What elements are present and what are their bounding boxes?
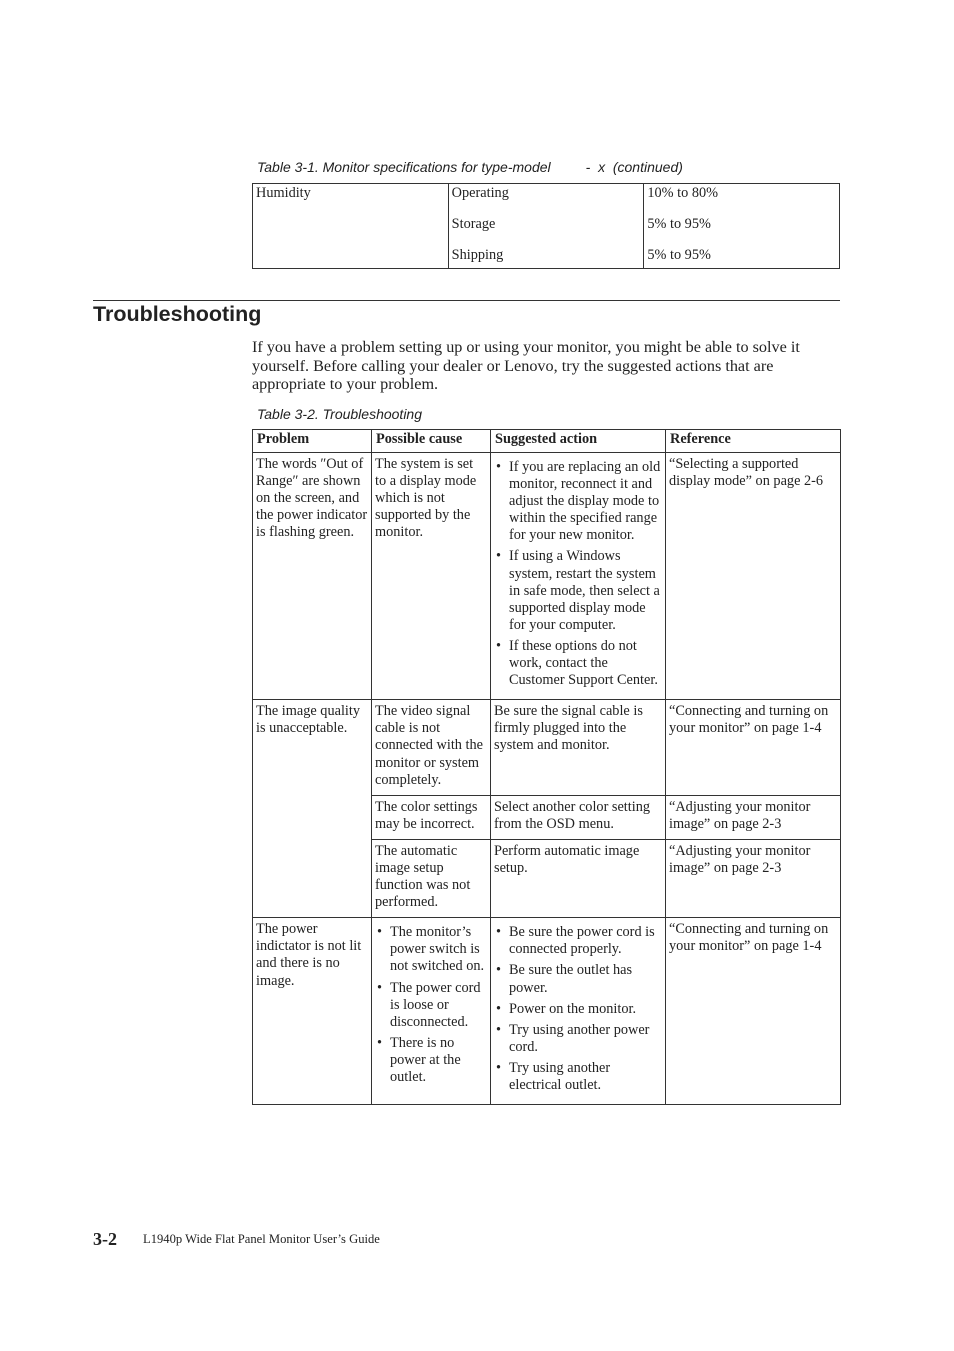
spec-condition: Shipping xyxy=(451,247,504,263)
table-header-row xyxy=(253,430,841,453)
trouble-table-caption: Table 3-2. Troubleshooting xyxy=(257,406,422,422)
cause-cell: The system is set to a display mode which is not supported by the monitor. xyxy=(372,453,491,700)
list-item: • The power cord is loose or disconnected. xyxy=(390,980,487,1031)
list-item: • The monitor’s power switch is not switched on. xyxy=(390,924,487,975)
action-list xyxy=(494,924,662,1094)
action-cell: Select another color setting from the OSD menu. xyxy=(491,795,666,839)
cause-cell xyxy=(372,918,491,1105)
list-item: • There is no power at the outlet. xyxy=(390,1035,487,1086)
column-header: Suggested action xyxy=(491,430,666,453)
column-header: Reference xyxy=(666,430,841,453)
list-item: • Power on the monitor. xyxy=(509,1001,662,1018)
cause-list xyxy=(375,924,487,1086)
spec-values xyxy=(644,184,840,269)
section-rule xyxy=(93,300,840,301)
list-item: • Try using another electrical outlet. xyxy=(509,1060,662,1094)
spec-conditions xyxy=(448,184,644,269)
table-row xyxy=(253,700,841,795)
list-item: • If you are replacing an old monitor, reconnect it and adjust the display mode to within the specified range for your new monitor. xyxy=(509,459,662,544)
problem-cell: The words ″Out of Range″ are shown on the screen, and the power indicator is flashing green. xyxy=(253,453,372,700)
document-title: L1940p Wide Flat Panel Monitor User’s Guide xyxy=(143,1232,380,1246)
spec-value: 10% to 80% xyxy=(647,185,719,201)
column-header: Possible cause xyxy=(372,430,491,453)
spec-condition: Operating xyxy=(451,185,509,201)
action-cell xyxy=(491,918,666,1105)
spec-value: 5% to 95% xyxy=(647,247,711,263)
spec-table-caption: Table 3-1. Monitor specifications for type-model - x (continued) xyxy=(257,159,683,175)
list-item: • Be sure the outlet has power. xyxy=(509,962,662,996)
list-item: • If using a Windows system, restart the system in safe mode, then select a supported display mode for your computer. xyxy=(509,548,662,633)
list-item: • If these options do not work, contact the Customer Support Center. xyxy=(509,638,662,689)
problem-cell: The image quality is unacceptable. xyxy=(253,700,372,918)
troubleshooting-table xyxy=(252,429,841,1105)
table-row xyxy=(253,184,840,269)
column-header: Problem xyxy=(253,430,372,453)
action-list xyxy=(494,459,662,689)
action-cell: Perform automatic image setup. xyxy=(491,839,666,917)
page-number: 3-2 xyxy=(93,1229,117,1249)
section-title: Troubleshooting xyxy=(93,302,262,326)
reference-cell: “Selecting a supported display mode” on page 2-6 xyxy=(666,453,841,700)
action-cell xyxy=(491,453,666,700)
spec-condition: Storage xyxy=(451,216,496,232)
intro-paragraph: If you have a problem setting up or using your monitor, you might be able to solve it yourself. Before calling your dealer or Lenovo, try the suggested actions that are appropriate to your problem. xyxy=(252,338,800,394)
action-cell: Be sure the signal cable is firmly plugged into the system and monitor. xyxy=(491,700,666,795)
reference-cell: “Adjusting your monitor image” on page 2-3 xyxy=(666,795,841,839)
list-item: • Be sure the power cord is connected properly. xyxy=(509,924,662,958)
cause-cell: The color settings may be incorrect. xyxy=(372,795,491,839)
cause-cell: The automatic image setup function was not performed. xyxy=(372,839,491,917)
reference-cell: “Connecting and turning on your monitor” on page 1-4 xyxy=(666,700,841,795)
spec-label: Humidity xyxy=(253,184,449,269)
reference-cell: “Connecting and turning on your monitor” on page 1-4 xyxy=(666,918,841,1105)
table-row xyxy=(253,918,841,1105)
spec-value: 5% to 95% xyxy=(647,216,711,232)
reference-cell: “Adjusting your monitor image” on page 2-3 xyxy=(666,839,841,917)
problem-cell: The power indictator is not lit and there is no image. xyxy=(253,918,372,1105)
spec-table xyxy=(252,183,840,269)
table-row xyxy=(253,453,841,700)
list-item: • Try using another power cord. xyxy=(509,1022,662,1056)
cause-cell: The video signal cable is not connected with the monitor or system completely. xyxy=(372,700,491,795)
